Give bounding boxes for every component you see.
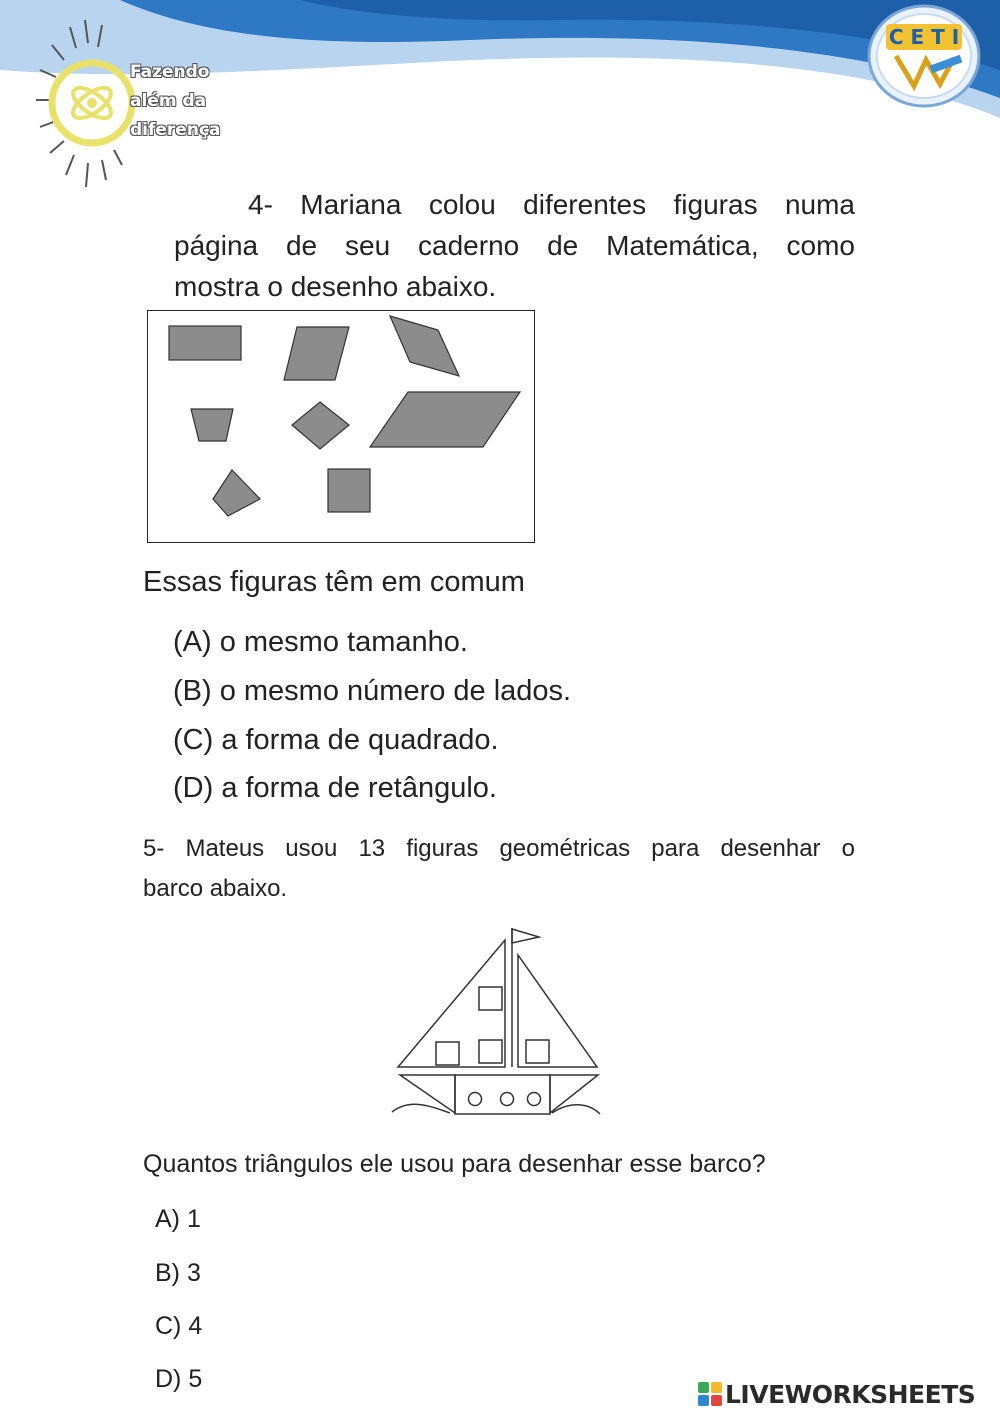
question-5-stem: Quantos triângulos ele usou para desenhar esse barco?	[143, 1150, 766, 1178]
trapezoid-shape	[191, 409, 233, 441]
question-4-line: 4- Mariana colou diferentes figuras numa	[248, 189, 855, 220]
parallelogram-shape	[284, 327, 349, 380]
window-square	[526, 1040, 549, 1063]
left-sail-shape	[398, 940, 505, 1067]
question-5-line: 5- Mateus usou 13 figuras geométricas para desenhar o	[143, 835, 855, 862]
option-b[interactable]: B) 3	[155, 1259, 201, 1287]
option-d[interactable]: (D) a forma de retângulo.	[173, 772, 497, 804]
question-5-text	[143, 829, 855, 909]
question-5-line: barco abaixo.	[143, 875, 288, 902]
window-square	[479, 987, 502, 1010]
water-line	[392, 1104, 600, 1114]
option-a[interactable]: A) 1	[155, 1205, 201, 1233]
question-4-text	[174, 184, 855, 307]
badge-text: C E T I	[888, 25, 960, 49]
sun-logo-icon	[30, 15, 140, 200]
diamond-shape	[292, 402, 349, 449]
flag-shape	[512, 929, 539, 943]
square-shape	[328, 469, 370, 512]
kite-shape	[213, 470, 260, 516]
window-square	[436, 1042, 459, 1065]
question-4-line: página de seu caderno de Matemática, como	[174, 230, 855, 261]
liveworksheets-grid-icon	[697, 1381, 723, 1407]
liveworksheets-logo	[697, 1377, 975, 1411]
question-4-stem: Essas figuras têm em comum	[143, 566, 525, 598]
option-a[interactable]: (A) o mesmo tamanho.	[173, 626, 468, 658]
window-square	[479, 1040, 502, 1063]
shapes-figure	[147, 310, 535, 543]
option-c[interactable]: C) 4	[155, 1312, 203, 1340]
hull-left-shape	[400, 1075, 455, 1113]
ceti-badge-icon	[866, 4, 982, 108]
slogan-line: Fazendo	[130, 62, 210, 82]
slogan	[130, 58, 221, 145]
boat-drawing	[385, 920, 615, 1125]
porthole	[528, 1093, 541, 1106]
porthole	[469, 1093, 482, 1106]
right-sail-shape	[518, 955, 597, 1067]
option-d[interactable]: D) 5	[155, 1365, 203, 1393]
rectangle-shape	[169, 326, 241, 360]
porthole	[501, 1093, 514, 1106]
slogan-line: diferença	[130, 120, 221, 140]
question-4-line: mostra o desenho abaixo.	[174, 271, 497, 302]
shapes-drawing	[148, 311, 533, 541]
large-parallelogram-shape	[370, 392, 520, 447]
option-c[interactable]: (C) a forma de quadrado.	[173, 724, 499, 756]
option-b[interactable]: (B) o mesmo número de lados.	[173, 675, 572, 707]
rhombus-shape	[390, 316, 459, 376]
liveworksheets-text: LIVEWORKSHEETS	[725, 1379, 976, 1409]
slogan-line: além da	[130, 91, 207, 111]
